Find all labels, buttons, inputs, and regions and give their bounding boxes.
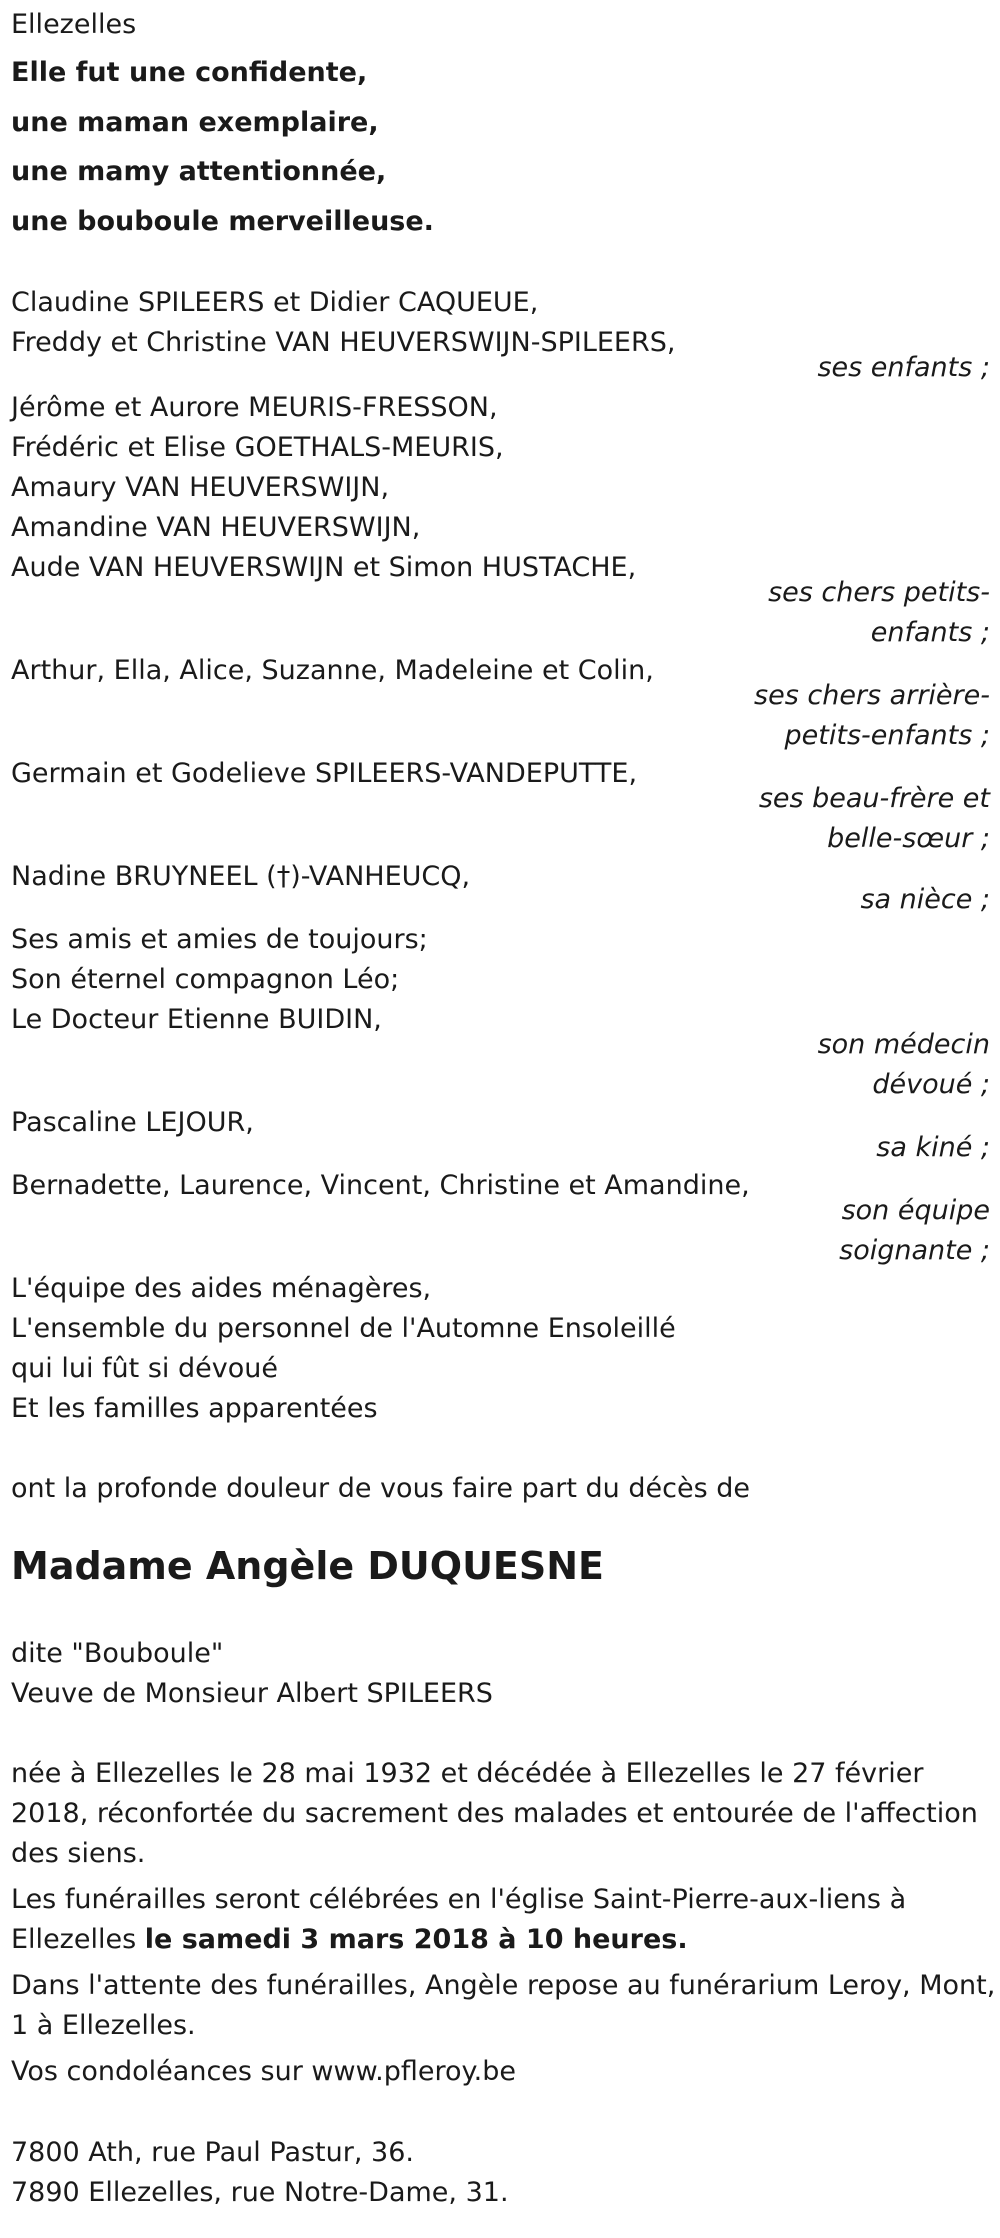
relation-label: ses enfants ; [817,352,990,383]
family-member-line: Aude VAN HEUVERSWIJN et Simon HUSTACHE, [11,552,637,583]
relation-label: enfants ; [870,617,990,648]
family-member-line: Claudine SPILEERS et Didier CAQUEUE, [11,287,539,318]
family-member-line: Jérôme et Aurore MEURIS-FRESSON, [11,392,498,423]
relation-label: sa kiné ; [876,1132,990,1163]
birth-death-paragraph: née à Ellezelles le 28 mai 1932 et décédée à Ellezelles le 27 février 2018, réconfortée du sacrement des malades et entourée de l'affection des siens. [11,1758,978,1869]
relation-label: ses beau-frère et [758,783,990,814]
rest-paragraph: Dans l'attente des funérailles, Angèle repose au funérarium Leroy, Mont, 1 à Ellezelles. [11,1970,996,2041]
relation-label: belle-sœur ; [827,823,990,854]
widow-of: Veuve de Monsieur Albert SPILEERS [11,1678,493,1709]
location-header: Ellezelles [11,9,137,40]
relation-label: petits-enfants ; [784,720,990,751]
family-member-line: Freddy et Christine VAN HEUVERSWIJN-SPILEERS, [11,327,676,358]
family-member-line: Bernadette, Laurence, Vincent, Christine et Amandine, [11,1170,750,1201]
family-member-line: Arthur, Ella, Alice, Suzanne, Madeleine et Colin, [11,655,654,686]
relation-label: sa nièce ; [860,884,990,915]
nickname: dite "Bouboule" [11,1638,224,1669]
friend-line: Le Docteur Etienne BUIDIN, [11,1004,382,1035]
relation-label: soignante ; [839,1235,990,1266]
friend-line: Son éternel compagnon Léo; [11,964,400,995]
funeral-text: Les funérailles seront célébrées en l'église Saint-Pierre-aux-liens à Ellezelles [11,1884,907,1955]
relation-label: son équipe [841,1195,990,1226]
address-line: 7890 Ellezelles, rue Notre-Dame, 31. [11,2177,509,2208]
family-member-line: Et les familles apparentées [11,1393,378,1424]
tribute-line: une bouboule merveilleuse. [11,206,434,237]
address-line: 7800 Ath, rue Paul Pastur, 36. [11,2137,414,2168]
family-member-line: Amaury VAN HEUVERSWIJN, [11,472,390,503]
funeral-paragraph [11,1880,996,1960]
tribute-line: une mamy attentionnée, [11,156,387,187]
relation-label: ses chers petits- [768,577,990,608]
family-member-line: qui lui fût si dévoué [11,1353,278,1384]
tribute-line: une maman exemplaire, [11,107,379,138]
tribute-line: Elle fut une confidente, [11,57,368,88]
friend-line: Ses amis et amies de toujours; [11,924,428,955]
deceased-name: Madame Angèle DUQUESNE [11,1544,605,1588]
funeral-date: le samedi 3 mars 2018 à 10 heures. [144,1924,688,1955]
relation-label: son médecin [817,1029,990,1060]
family-member-line: Pascaline LEJOUR, [11,1107,254,1138]
family-member-line: Frédéric et Elise GOETHALS-MEURIS, [11,432,504,463]
family-member-line: Germain et Godelieve SPILEERS-VANDEPUTTE, [11,758,638,789]
relation-label: dévoué ; [872,1069,990,1100]
announcement-text: ont la profonde douleur de vous faire part du décès de [11,1473,750,1504]
family-member-line: Nadine BRUYNEEL (†)-VANHEUCQ, [11,861,471,892]
family-member-line: L'équipe des aides ménagères, [11,1273,432,1304]
family-member-line: L'ensemble du personnel de l'Automne Ensoleillé [11,1313,676,1344]
condolences-text: Vos condoléances sur www.pfleroy.be [11,2056,517,2087]
relation-label: ses chers arrière- [754,680,990,711]
family-member-line: Amandine VAN HEUVERSWIJN, [11,512,421,543]
